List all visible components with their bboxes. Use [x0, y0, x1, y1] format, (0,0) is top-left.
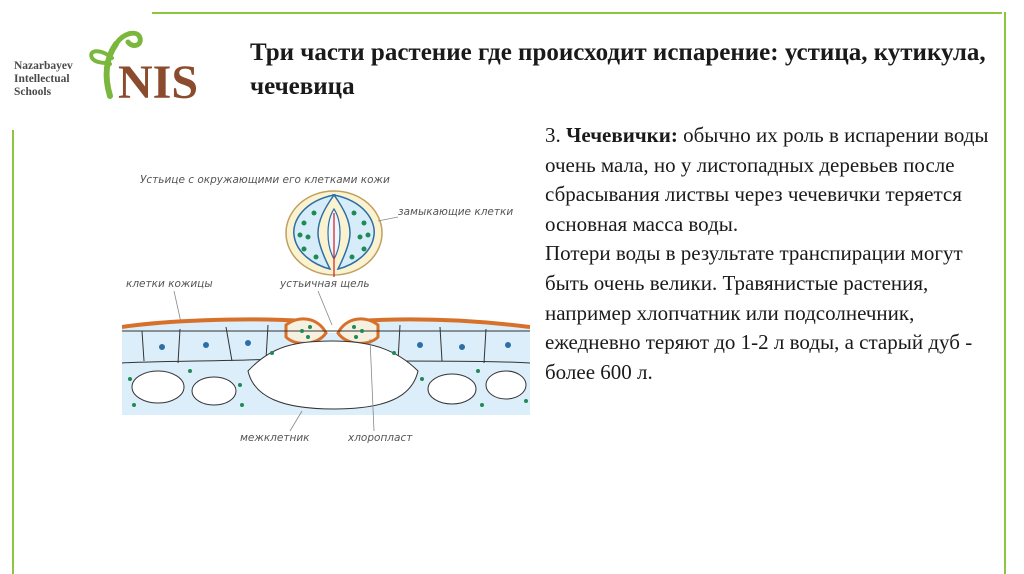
label-guard-cells: замыкающие клетки [398, 206, 514, 218]
label-stomatal-slit: устьичная щель [280, 278, 370, 290]
diagram-caption: Устьице с окружающими его клетками кожи [140, 174, 390, 186]
stoma-top-view [286, 191, 382, 277]
paragraph-lenticels [545, 121, 1000, 239]
label-intercellular-space: межклетник [240, 432, 310, 444]
label-chloroplast: хлоропласт [348, 432, 413, 444]
leaf-cross-section [122, 319, 530, 415]
item-number: 3. [545, 123, 561, 147]
frame-top-line [152, 12, 1002, 14]
logo-mark-text: NIS [118, 56, 199, 108]
logo-line-1: Nazarbayev [14, 60, 73, 72]
frame-left-line [12, 130, 14, 574]
logo-line-2: Intellectual [14, 73, 70, 85]
content-text [545, 121, 1000, 387]
logo-emblem-icon [0, 18, 240, 108]
stomata-diagram [122, 165, 530, 455]
slide-title: Три части растение где происходит испарение: устица, кутикула, чечевица [250, 39, 986, 100]
label-epidermis-cells: клетки кожицы [126, 278, 213, 290]
paragraph-lenticels-text: обычно их роль в испарении воды очень мала, но у листопадных деревьев после сбрасывания листвы через чечевички теряется основная масса воды. [545, 123, 989, 236]
term-lenticels: Чечевички: [566, 123, 678, 147]
paragraph-transpiration: Потери воды в результате транспирации могут быть очень велики. Травянистые растения, например хлопчатник или подсолнечник, ежедневно теряют до 1-2 л воды, а старый дуб - более 600 л. [545, 241, 973, 384]
logo-line-3: Schools [14, 86, 52, 98]
nis-logo [0, 18, 240, 108]
